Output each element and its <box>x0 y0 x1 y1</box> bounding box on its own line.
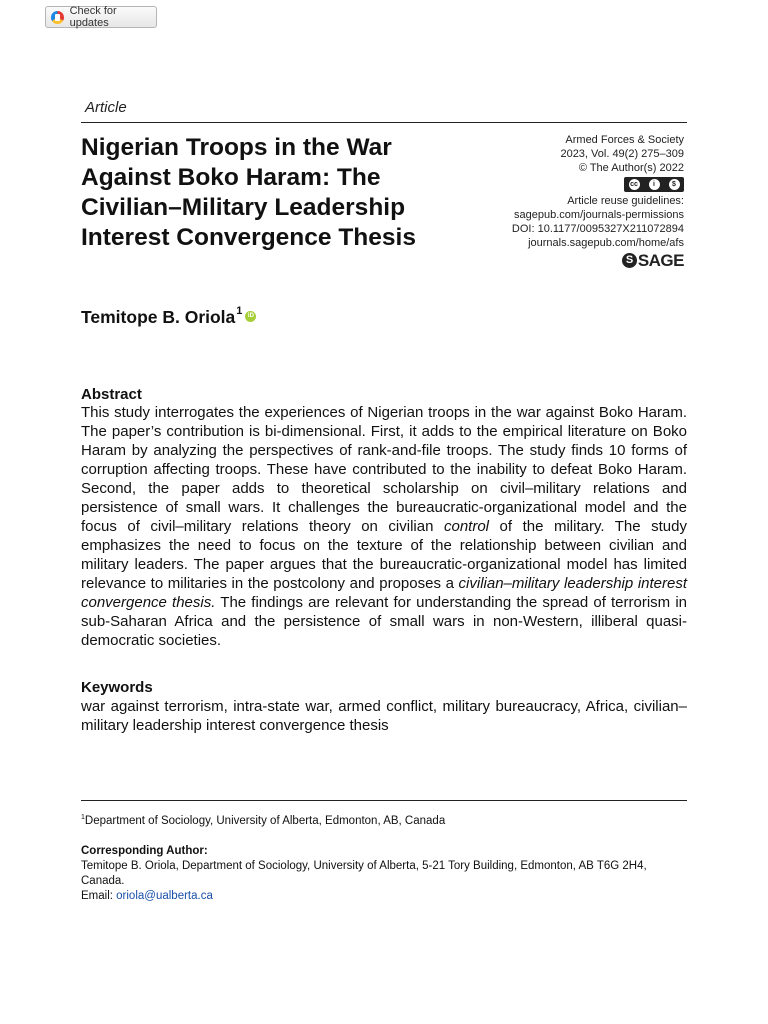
corresponding-author-address: Temitope B. Oriola, Department of Sociology, University of Alberta, 5-21 Tory Building, Edmonton, AB T6G 2H4, Canada. <box>81 859 647 887</box>
abstract-heading: Abstract <box>81 386 142 403</box>
keywords-heading: Keywords <box>81 679 153 696</box>
abstract-emphasis: civilian–military leadership interest convergence thesis. <box>81 575 688 611</box>
title-line: Nigerian Troops in the War <box>81 134 392 161</box>
corresponding-author-heading: Corresponding Author: <box>81 844 208 857</box>
footnote-divider <box>81 800 687 801</box>
title-line: Interest Convergence Thesis <box>81 224 416 251</box>
affiliation-text: Department of Sociology, University of Alberta, Edmonton, AB, Canada <box>84 814 446 827</box>
author-affiliation-mark: 1 <box>236 305 243 317</box>
corresponding-author-email-line <box>81 889 687 904</box>
sage-logo <box>622 250 684 270</box>
doi[interactable]: DOI: 10.1177/0095327X211072894 <box>511 223 684 235</box>
check-for-updates-label: Check for updates <box>69 5 117 29</box>
journal-name: Armed Forces & Society <box>565 134 684 146</box>
abstract-text-part: The findings are relevant for understanding the spread of terrorism in sub-Saharan Africa and the persistence of small wars in non-Western, illiberal quasi-democratic societies. <box>81 594 688 649</box>
abstract-text-part: of the military. The study emphasizes the need to focus on the texture of the relationship between civilian and military leaders. The paper argues that the bureaucratic-organizational model has limited relevance to militaries in the postcolony and proposes a <box>81 518 687 592</box>
abstract-text <box>81 403 687 650</box>
article-title <box>81 133 481 253</box>
article-type-label: Article <box>85 99 127 116</box>
reuse-link[interactable]: sagepub.com/journals-permissions <box>514 209 684 221</box>
reuse-label: Article reuse guidelines: <box>567 195 684 207</box>
author-line <box>81 307 256 328</box>
title-line: Civilian–Military Leadership <box>81 194 406 221</box>
keywords-text: war against terrorism, intra-state war, armed conflict, military bureaucracy, Africa, civilian–military leadership interest convergence thesis <box>81 698 687 734</box>
abstract-emphasis: control <box>443 518 490 535</box>
header-divider <box>81 122 687 123</box>
journal-meta <box>512 133 684 268</box>
abstract-text-part: This study interrogates the experiences of Nigerian troops in the war against Boko Haram. The paper’s contribution is bi-dimensional. First, it adds to the empirical literature on Boko Haram by analyzing the perspectives of rank-and-file troops. The study finds 10 forms of corruption affecting troops. These have contributed to the inability to defeat Boko Haram. Second, the paper adds to theoretical scholarship on civil–military relations and persistence of small wars. It challenges the bureaucratic-organizational model and the focus of civil–military relations theory on civilian <box>81 404 687 535</box>
email-label: Email: <box>81 889 117 902</box>
author-name: Temitope B. Oriola <box>81 307 236 327</box>
footnotes <box>81 810 687 904</box>
journal-volume: 2023, Vol. 49(2) 275–309 <box>560 148 684 160</box>
sage-logo-icon: S <box>622 253 637 268</box>
copyright-notice: © The Author(s) 2022 <box>578 162 684 174</box>
email-link[interactable]: oriola@ualberta.ca <box>116 889 213 902</box>
journal-link[interactable]: journals.sagepub.com/home/afs <box>528 237 684 249</box>
title-line: Against Boko Haram: The <box>81 164 381 191</box>
publisher-name: SAGE <box>637 250 684 270</box>
crossmark-icon <box>51 11 64 24</box>
footnote-mark: 1 <box>81 814 85 821</box>
affiliation-footnote <box>81 810 687 829</box>
orcid-icon[interactable]: iD <box>245 311 256 322</box>
cc-by-nc-icon[interactable]: cc i $ <box>624 177 684 192</box>
check-for-updates-button[interactable] <box>45 6 157 28</box>
